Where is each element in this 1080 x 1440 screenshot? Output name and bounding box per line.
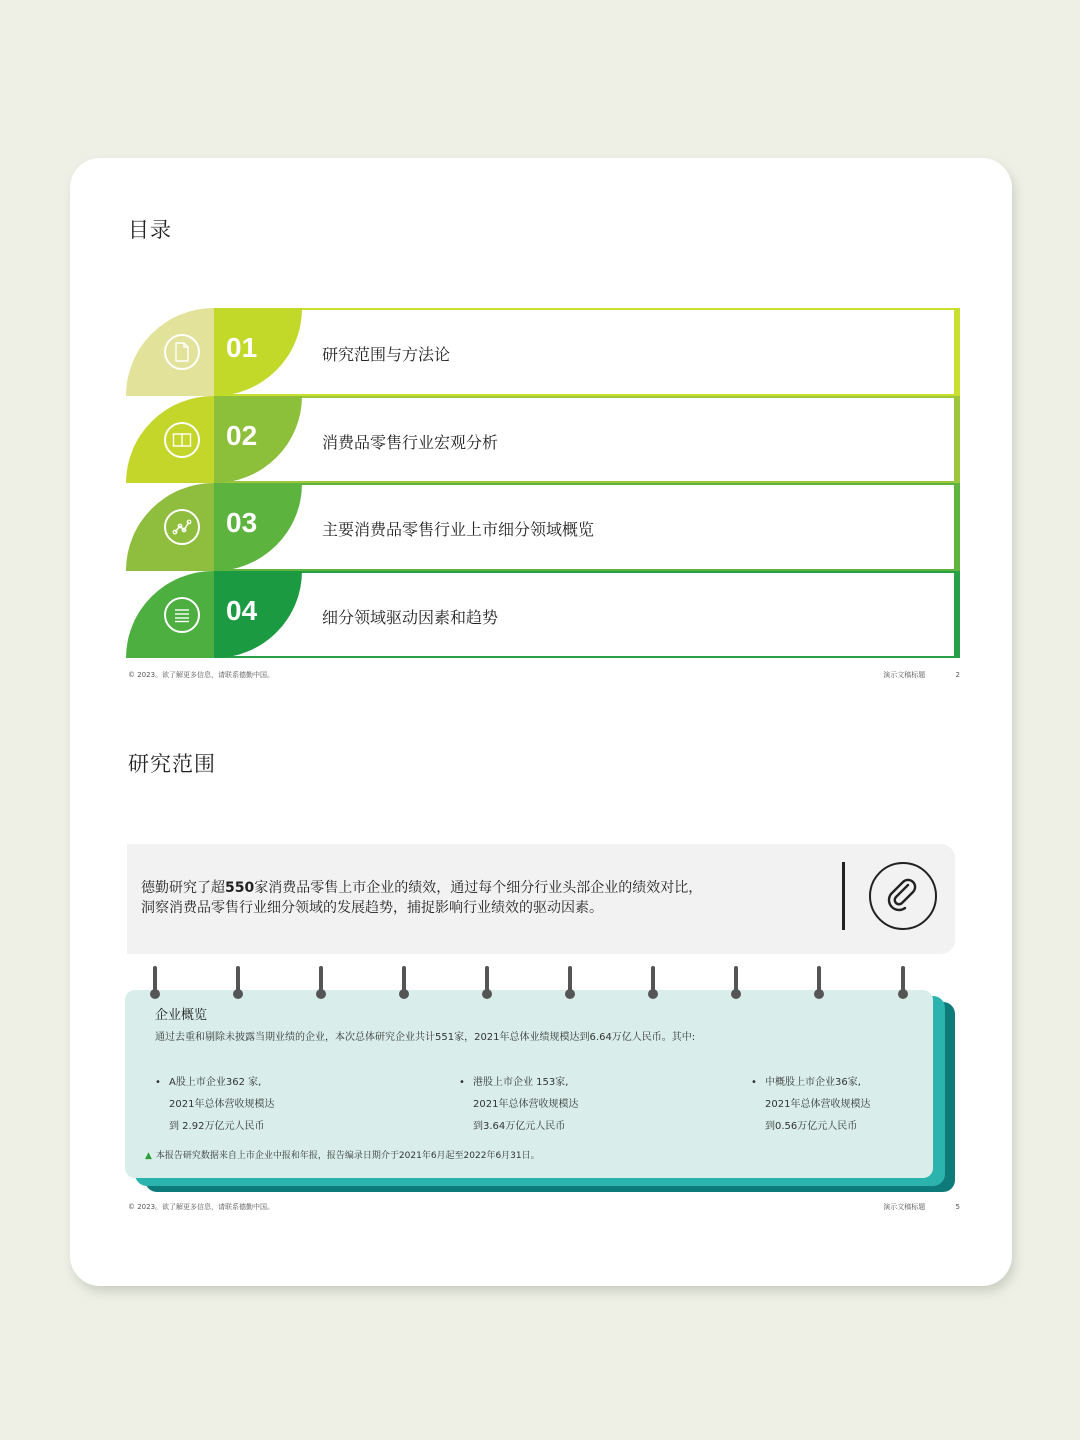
toc-label: 主要消费品零售行业上市细分领域概览 <box>322 520 595 539</box>
footer-copyright: © 2023。欲了解更多信息，请联系德勤中国。 <box>128 671 275 679</box>
bullet: • <box>751 1077 757 1088</box>
toc-number: 01 <box>226 332 258 363</box>
toc-title: 目录 <box>128 218 172 242</box>
binder-ring <box>153 966 157 996</box>
stat-china-concept <box>751 1072 871 1138</box>
stat-line: 中概股上市企业36家, <box>765 1077 861 1088</box>
book-icon <box>164 422 200 458</box>
footer-page-number: 5 <box>955 1203 960 1211</box>
toc-number: 04 <box>226 594 258 626</box>
toc-label: 细分领域驱动因素和趋势 <box>322 607 499 627</box>
footer-doc-title: 演示文稿标题 <box>883 671 926 679</box>
scope-slide <box>70 718 1012 1258</box>
stat-line: 到3.64万亿元人民币 <box>473 1121 566 1132</box>
stat-line: 2021年总体营收规模达 <box>473 1099 579 1110</box>
binder-ring <box>901 966 905 996</box>
stat-line: 2021年总体营收规模达 <box>765 1099 871 1110</box>
scope-title: 研究范围 <box>128 752 216 776</box>
quote-highlight: 550 <box>225 880 255 896</box>
binder-ring <box>319 966 323 996</box>
binder-ring <box>402 966 406 996</box>
binder-ring <box>651 966 655 996</box>
toc-bar-endcap <box>954 396 960 484</box>
toc-list <box>126 308 960 658</box>
binder-ring <box>236 966 240 996</box>
triangle-icon: ▲ <box>145 1151 152 1161</box>
slide-footer <box>128 1202 960 1212</box>
stat-line: 2021年总体营收规模达 <box>169 1099 275 1110</box>
quote-text-part: 家消费品零售上市企业的绩效，通过每个细分行业头部企业的绩效对比， <box>254 880 703 896</box>
bullet: • <box>459 1077 465 1088</box>
toc-number: 02 <box>226 419 258 451</box>
quote-text-part: 德勤研究了超 <box>141 880 225 896</box>
binder-ring <box>568 966 572 996</box>
footer-right <box>855 670 960 680</box>
footer-copyright: © 2023。欲了解更多信息，请联系德勤中国。 <box>128 1203 275 1211</box>
stat-line: A股上市企业362 家, <box>169 1077 262 1088</box>
stat-a-share <box>155 1072 275 1138</box>
toc-slide <box>70 158 1012 698</box>
toc-number: 03 <box>226 507 258 538</box>
stat-line: 港股上市企业 153家, <box>473 1077 569 1088</box>
list-icon <box>164 597 200 633</box>
footer-doc-title: 演示文稿标题 <box>883 1203 926 1211</box>
quote-box <box>127 844 955 954</box>
toc-item-02[interactable] <box>126 396 960 484</box>
source-note <box>145 1148 540 1161</box>
footer-right <box>855 1202 960 1212</box>
sheet-description: 通过去重和剔除未披露当期业绩的企业，本次总体研究企业共计551家，2021年总体业绩规模达到6.64万亿人民币。其中: <box>155 1032 696 1043</box>
quote-text-line2: 洞察消费品零售行业细分领域的发展趋势，捕捉影响行业绩效的驱动因素。 <box>141 900 603 916</box>
quote-divider <box>842 862 845 930</box>
sheet-title: 企业概览 <box>155 1008 208 1023</box>
bullet: • <box>155 1077 161 1088</box>
source-note-text: 本报告研究数据来自上市企业中报和年报，报告编录日期介于2021年6月起至2022年6月31日。 <box>155 1151 540 1161</box>
page-card <box>70 158 1012 1286</box>
notebook-front-sheet <box>125 990 933 1178</box>
toc-item-03[interactable] <box>126 483 960 571</box>
network-icon <box>164 509 200 545</box>
toc-label: 研究范围与方法论 <box>322 345 451 364</box>
toc-item-04[interactable] <box>126 571 960 659</box>
stat-line: 到 2.92万亿元人民币 <box>169 1121 265 1132</box>
stat-line: 到0.56万亿元人民币 <box>765 1121 858 1132</box>
toc-bar-endcap <box>954 308 960 396</box>
notebook-panel <box>125 966 957 1206</box>
stat-hk-share <box>459 1072 579 1138</box>
paperclip-icon <box>869 862 937 930</box>
toc-bar-endcap <box>954 483 960 571</box>
binder-ring <box>817 966 821 996</box>
slide-footer <box>128 670 960 680</box>
binder-ring <box>485 966 489 996</box>
toc-label: 消费品零售行业宏观分析 <box>322 432 499 452</box>
footer-page-number: 2 <box>955 671 960 679</box>
quote-text <box>141 878 781 918</box>
toc-bar-endcap <box>954 571 960 659</box>
document-icon <box>164 334 200 370</box>
binder-ring <box>734 966 738 996</box>
toc-item-01[interactable] <box>126 308 960 396</box>
